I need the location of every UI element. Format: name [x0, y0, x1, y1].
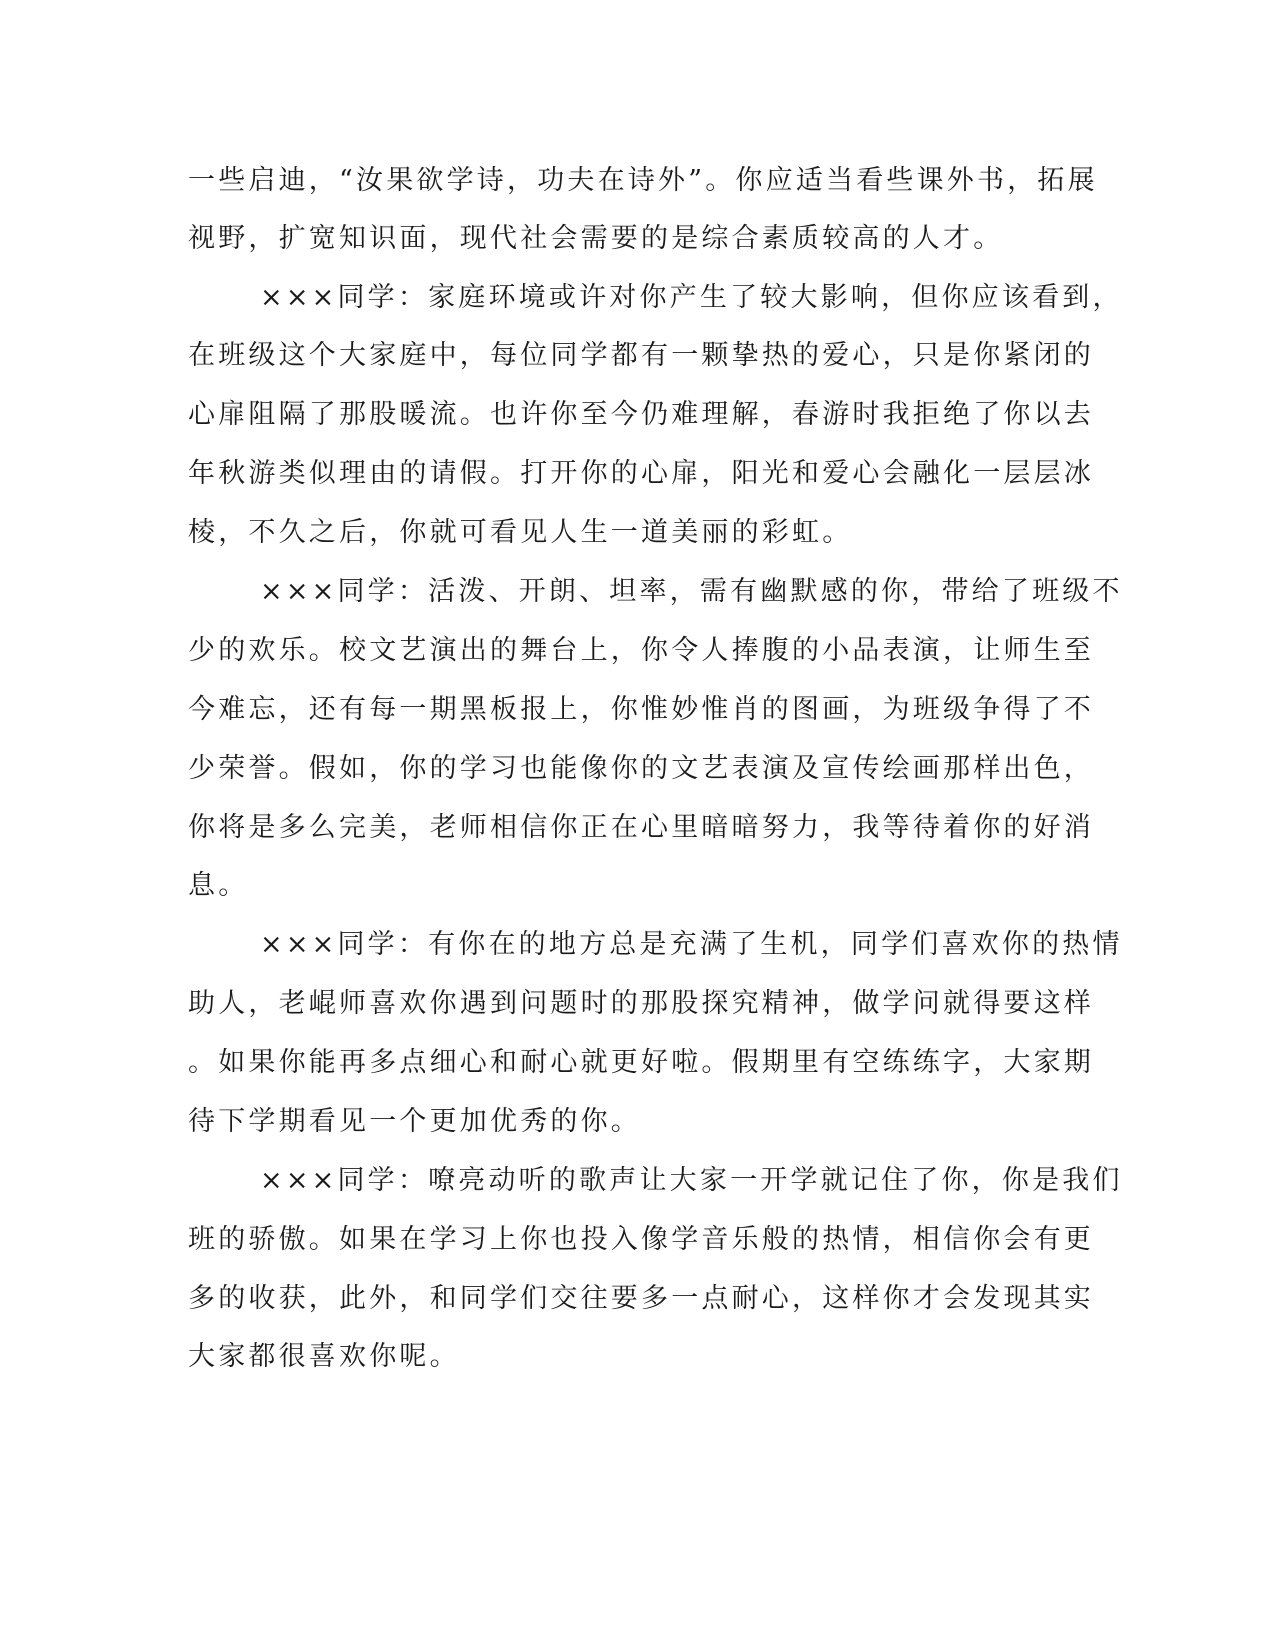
- text-line: 心扉阻隔了那股暖流。也许你至今仍难理解，春游时我拒绝了你以去: [188, 399, 1094, 430]
- text-line: ×××同学：嘹亮动听的歌声让大家一开学就记住了你，你是我们: [260, 1165, 1123, 1196]
- text-line: 棱，不久之后，你就可看见人生一道美丽的彩虹。: [188, 517, 853, 548]
- text-line: ×××同学：家庭环境或许对你产生了较大影响，但你应该看到，: [260, 282, 1123, 313]
- text-line: 少的欢乐。校文艺演出的舞台上，你令人捧腹的小品表演，让师生至: [188, 635, 1094, 666]
- text-line: 多的收获，此外，和同学们交往要多一点耐心，这样你才会发现其实: [188, 1283, 1094, 1314]
- text-line: ×××同学：有你在的地方总是充满了生机，同学们喜欢你的热情: [260, 929, 1123, 960]
- text-line: 班的骄傲。如果在学习上你也投入像学音乐般的热情，相信你会有更: [188, 1224, 1094, 1255]
- text-line: 在班级这个大家庭中，每位同学都有一颗挚热的爱心，只是你紧闭的: [188, 340, 1094, 371]
- text-line: 待下学期看见一个更加优秀的你。: [188, 1106, 641, 1137]
- text-line: 今难忘，还有每一期黑板报上，你惟妙惟肖的图画，为班级争得了不: [188, 694, 1094, 725]
- text-line: 视野，扩宽知识面，现代社会需要的是综合素质较高的人才。: [188, 223, 1004, 254]
- text-line: 一些启迪，“汝果欲学诗，功夫在诗外”。你应适当看些课外书，拓展: [188, 165, 1098, 196]
- text-line: 。如果你能再多点细心和耐心就更好啦。假期里有空练练字，大家期: [188, 1047, 1094, 1078]
- text-line: 息。: [188, 870, 249, 901]
- text-line: 年秋游类似理由的请假。打开你的心扉，阳光和爱心会融化一层层冰: [188, 458, 1094, 489]
- text-line: 助人，老崐师喜欢你遇到问题时的那股探究精神，做学问就得要这样: [188, 988, 1094, 1019]
- text-line: 大家都很喜欢你呢。: [188, 1341, 460, 1372]
- text-line: ×××同学：活泼、开朗、坦率，需有幽默感的你，带给了班级不: [260, 576, 1123, 607]
- text-line: 你将是多么完美，老师相信你正在心里暗暗努力，我等待着你的好消: [188, 812, 1094, 843]
- text-line: 少荣誉。假如，你的学习也能像你的文艺表演及宣传绘画那样出色，: [188, 753, 1094, 784]
